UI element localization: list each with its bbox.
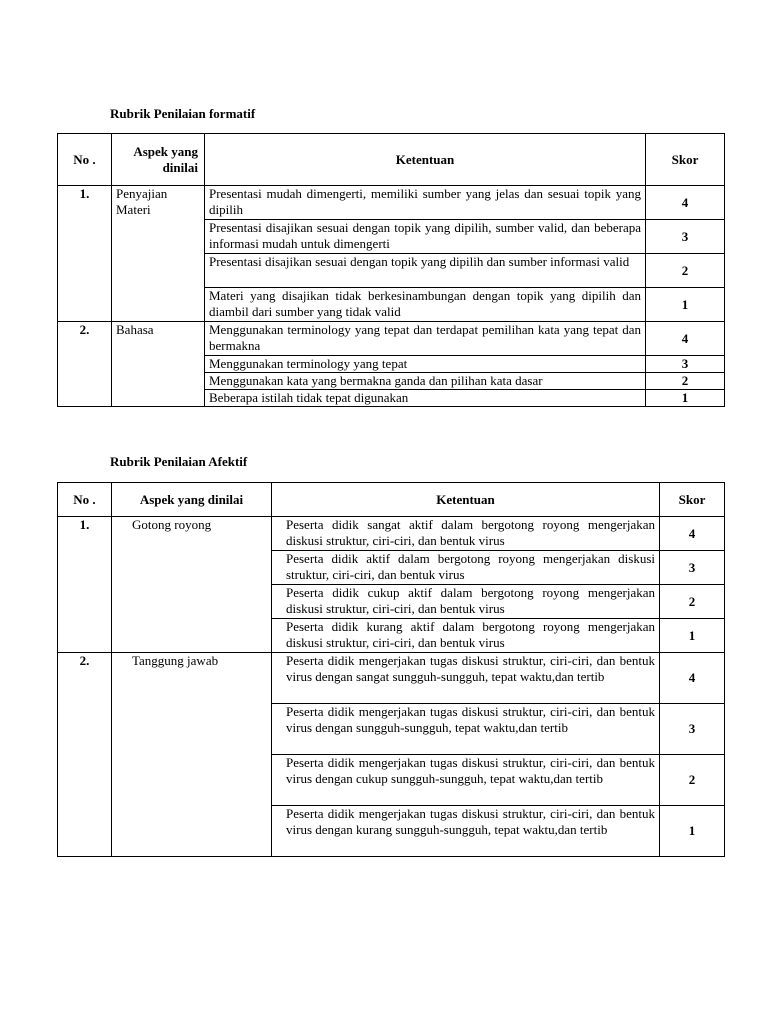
skor-cell: 4 bbox=[646, 322, 725, 356]
row-number: 2. bbox=[58, 653, 112, 857]
afektif-title: Rubrik Penilaian Afektif bbox=[110, 454, 248, 469]
ketentuan-cell: Menggunakan kata yang bermakna ganda dan pilihan kata dasar bbox=[205, 373, 646, 390]
header-aspek: Aspek yang dinilai bbox=[112, 134, 205, 186]
ketentuan-cell: Beberapa istilah tidak tepat digunakan bbox=[205, 390, 646, 407]
header-skor: Skor bbox=[646, 134, 725, 186]
skor-cell: 2 bbox=[646, 373, 725, 390]
ketentuan-cell: Peserta didik aktif dalam bergotong royong mengerjakan diskusi struktur, ciri-ciri, dan bentuk virus bbox=[272, 551, 660, 585]
ketentuan-cell: Peserta didik mengerjakan tugas diskusi struktur, ciri-ciri, dan bentuk virus dengan cukup sungguh-sungguh, tepat waktu,dan tertib bbox=[272, 755, 660, 806]
skor-cell: 3 bbox=[646, 220, 725, 254]
aspek-cell: Tanggung jawab bbox=[112, 653, 272, 857]
header-ketentuan: Ketentuan bbox=[272, 483, 660, 517]
table-row bbox=[58, 186, 725, 220]
aspek-cell: Bahasa bbox=[112, 322, 205, 407]
skor-cell: 3 bbox=[660, 704, 725, 755]
ketentuan-cell: Presentasi disajikan sesuai dengan topik yang dipilih, sumber valid, dan beberapa informasi mudah untuk dimengerti bbox=[205, 220, 646, 254]
table-row bbox=[58, 322, 725, 356]
skor-cell: 4 bbox=[660, 517, 725, 551]
formatif-rubric-table bbox=[57, 133, 725, 407]
formatif-title: Rubrik Penilaian formatif bbox=[110, 106, 256, 121]
row-number: 1. bbox=[58, 517, 112, 653]
skor-cell: 2 bbox=[660, 755, 725, 806]
header-skor: Skor bbox=[660, 483, 725, 517]
table-row bbox=[58, 653, 725, 704]
ketentuan-cell: Peserta didik mengerjakan tugas diskusi struktur, ciri-ciri, dan bentuk virus dengan sungguh-sungguh, tepat waktu,dan tertib bbox=[272, 704, 660, 755]
table-header-row bbox=[58, 483, 725, 517]
skor-cell: 1 bbox=[660, 619, 725, 653]
ketentuan-cell: Peserta didik sangat aktif dalam bergotong royong mengerjakan diskusi struktur, ciri-ciri, dan bentuk virus bbox=[272, 517, 660, 551]
table-row bbox=[58, 517, 725, 551]
ketentuan-cell: Peserta didik kurang aktif dalam bergotong royong mengerjakan diskusi struktur, ciri-ciri, dan bentuk virus bbox=[272, 619, 660, 653]
header-no: No . bbox=[58, 134, 112, 186]
header-ketentuan: Ketentuan bbox=[205, 134, 646, 186]
aspek-cell: Gotong royong bbox=[112, 517, 272, 653]
skor-cell: 3 bbox=[646, 356, 725, 373]
skor-cell: 1 bbox=[660, 806, 725, 857]
afektif-rubric-table bbox=[57, 482, 725, 857]
header-aspek: Aspek yang dinilai bbox=[112, 483, 272, 517]
ketentuan-cell: Menggunakan terminology yang tepat dan terdapat pemilihan kata yang tepat dan bermakna bbox=[205, 322, 646, 356]
skor-cell: 1 bbox=[646, 288, 725, 322]
ketentuan-cell: Menggunakan terminology yang tepat bbox=[205, 356, 646, 373]
skor-cell: 1 bbox=[646, 390, 725, 407]
ketentuan-cell: Peserta didik cukup aktif dalam bergotong royong mengerjakan diskusi struktur, ciri-ciri, dan bentuk virus bbox=[272, 585, 660, 619]
ketentuan-cell: Presentasi mudah dimengerti, memiliki sumber yang jelas dan sesuai topik yang dipilih bbox=[205, 186, 646, 220]
header-no: No . bbox=[58, 483, 112, 517]
skor-cell: 2 bbox=[660, 585, 725, 619]
ketentuan-cell: Presentasi disajikan sesuai dengan topik yang dipilih dan sumber informasi valid bbox=[205, 254, 646, 288]
row-number: 2. bbox=[58, 322, 112, 407]
ketentuan-cell: Peserta didik mengerjakan tugas diskusi struktur, ciri-ciri, dan bentuk virus dengan kurang sungguh-sungguh, tepat waktu,dan tertib bbox=[272, 806, 660, 857]
skor-cell: 4 bbox=[646, 186, 725, 220]
skor-cell: 2 bbox=[646, 254, 725, 288]
ketentuan-cell: Peserta didik mengerjakan tugas diskusi struktur, ciri-ciri, dan bentuk virus dengan sangat sungguh-sungguh, tepat waktu,dan tertib bbox=[272, 653, 660, 704]
ketentuan-cell: Materi yang disajikan tidak berkesinambungan dengan topik yang dipilih dan diambil dari sumber yang tidak valid bbox=[205, 288, 646, 322]
aspek-cell: Penyajian Materi bbox=[112, 186, 205, 322]
table-header-row bbox=[58, 134, 725, 186]
skor-cell: 4 bbox=[660, 653, 725, 704]
skor-cell: 3 bbox=[660, 551, 725, 585]
row-number: 1. bbox=[58, 186, 112, 322]
